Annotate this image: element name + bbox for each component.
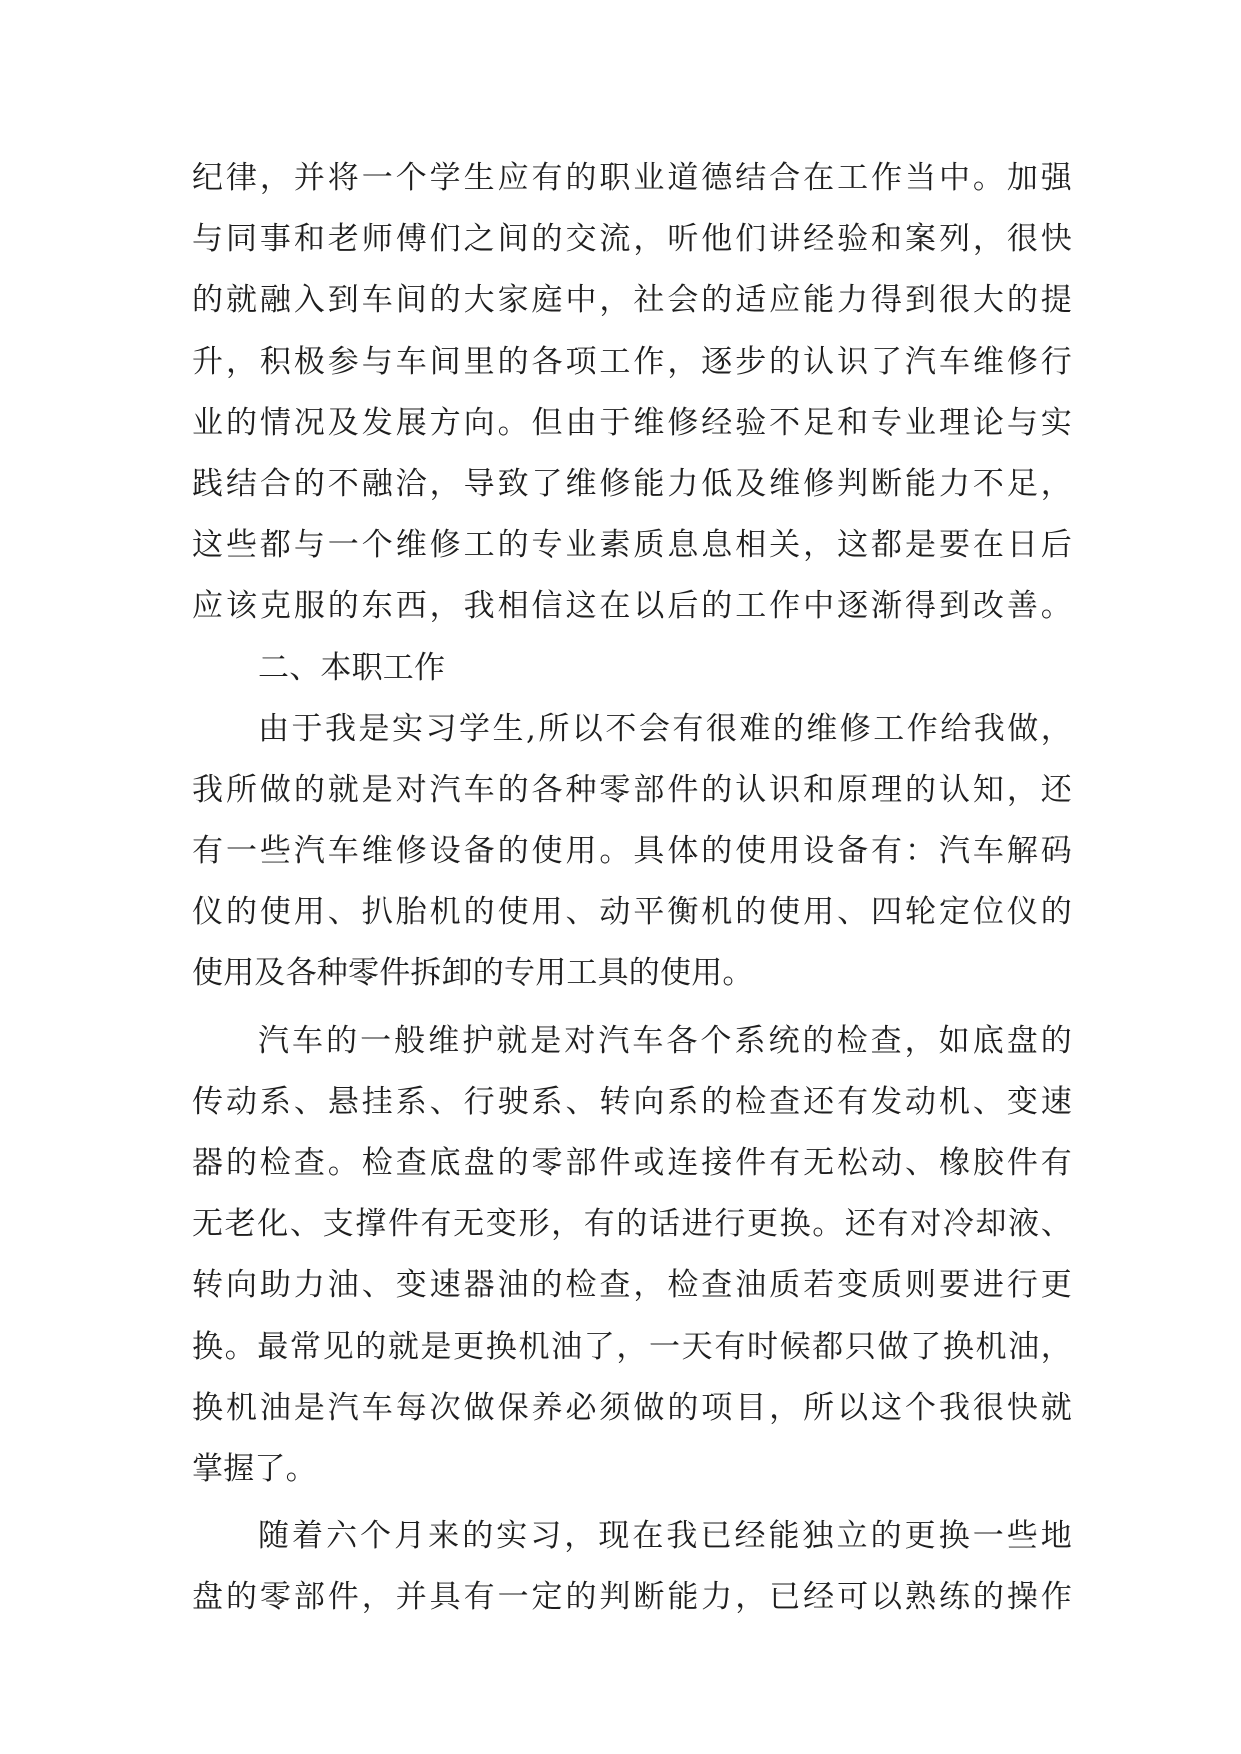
text-line: 换。最常见的就是更换机油了，一天有时候都只做了换机油， xyxy=(192,1328,1072,1365)
text-line: 使用及各种零件拆卸的专用工具的使用。 xyxy=(192,955,754,992)
text-line: 业的情况及发展方向。但由于维修经验不足和专业理论与实 xyxy=(192,404,1072,441)
text-line: 纪律，并将一个学生应有的职业道德结合在工作当中。加强 xyxy=(192,160,1072,196)
text-line: 器的检查。检查底盘的零部件或连接件有无松动、橡胶件有 xyxy=(192,1145,1072,1181)
text-line: 的就融入到车间的大家庭中，社会的适应能力得到很大的提 xyxy=(192,282,1072,319)
text-line: 由于我是实习学生,所以不会有很难的维修工作给我做， xyxy=(258,710,1072,747)
text-line: 无老化、支撑件有无变形，有的话进行更换。还有对冷却液、 xyxy=(192,1206,1072,1243)
text-line: 转向助力油、变速器油的检查，检查油质若变质则要进行更 xyxy=(192,1267,1072,1304)
text-line: 掌握了。 xyxy=(192,1450,317,1487)
text-line: 升，积极参与车间里的各项工作，逐步的认识了汽车维修行 xyxy=(192,343,1072,380)
text-line: 与同事和老师傅们之间的交流，听他们讲经验和案列，很快 xyxy=(192,221,1072,258)
text-line: 盘的零部件，并具有一定的判断能力，已经可以熟练的操作 xyxy=(192,1579,1072,1616)
text-line: 有一些汽车维修设备的使用。具体的使用设备有：汽车解码 xyxy=(192,833,1072,870)
text-line: 换机油是汽车每次做保养必须做的项目，所以这个我很快就 xyxy=(192,1389,1072,1426)
text-line: 我所做的就是对汽车的各种零部件的认识和原理的认知，还 xyxy=(192,771,1072,808)
text-line: 应该克服的东西，我相信这在以后的工作中逐渐得到改善。 xyxy=(192,588,1072,625)
text-line: 传动系、悬挂系、行驶系、转向系的检查还有发动机、变速 xyxy=(192,1083,1072,1120)
text-line: 汽车的一般维护就是对汽车各个系统的检查，如底盘的 xyxy=(258,1022,1072,1059)
text-line: 践结合的不融洽，导致了维修能力低及维修判断能力不足， xyxy=(192,465,1072,502)
document-body xyxy=(192,148,1072,1629)
section-heading: 二、本职工作 xyxy=(258,649,446,686)
text-line: 仪的使用、扒胎机的使用、动平衡机的使用、四轮定位仪的 xyxy=(192,894,1072,931)
text-line: 随着六个月来的实习，现在我已经能独立的更换一些地 xyxy=(258,1518,1072,1555)
text-line: 这些都与一个维修工的专业素质息息相关，这都是要在日后 xyxy=(192,527,1072,564)
